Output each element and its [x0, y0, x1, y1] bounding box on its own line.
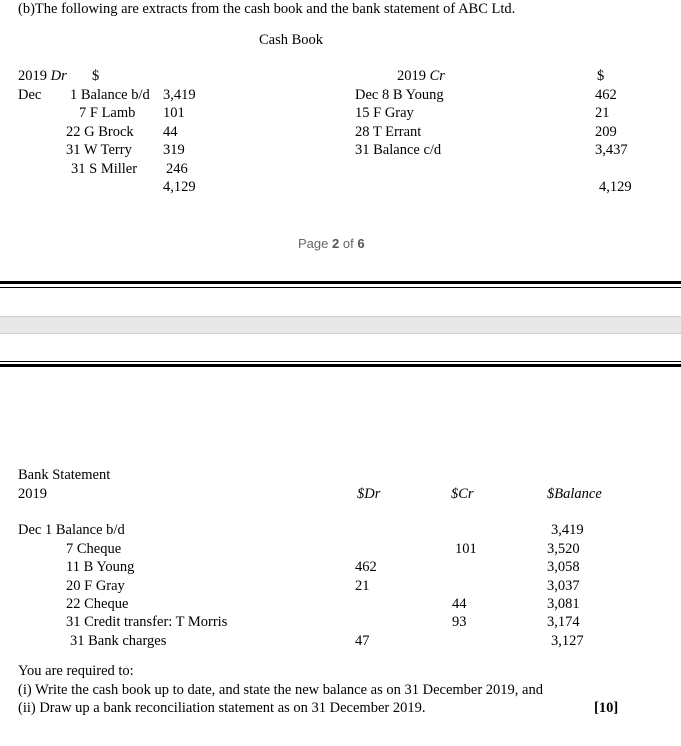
cr-label: Cr	[429, 68, 445, 84]
bank-statement-title: Bank Statement	[18, 467, 111, 483]
cash-book-dr-header	[18, 67, 67, 85]
bank-row-balance: 3,127	[551, 633, 584, 649]
requirement-item: (i) Write the cash book up to date, and state the new balance as on 31 December 2019, and	[18, 682, 543, 698]
bank-row-balance: 3,520	[547, 541, 580, 557]
bank-row-balance: 3,174	[547, 614, 580, 630]
page-sep: of	[342, 236, 354, 251]
cash-book-title: Cash Book	[259, 32, 324, 48]
cr-entry-detail: Dec 8 B Young	[355, 87, 444, 103]
bank-statement-year: 2019	[18, 486, 47, 502]
dr-entry-amount: 319	[163, 142, 185, 158]
bank-row-cr: 93	[452, 614, 467, 630]
requirement-item: (ii) Draw up a bank reconciliation statement as on 31 December 2019.	[18, 700, 426, 716]
bank-row-dr: 47	[355, 633, 370, 649]
page-current: 2	[332, 236, 340, 251]
bank-row-balance: 3,419	[551, 522, 584, 538]
page-total: 6	[357, 236, 365, 251]
col-header-dr: $Dr	[357, 486, 381, 502]
cr-year: 2019	[397, 68, 426, 84]
bank-row-balance: 3,037	[547, 578, 580, 594]
cr-entry-amount: 462	[595, 87, 617, 103]
col-header-cr: $Cr	[451, 486, 474, 502]
dr-entry-amount: 246	[166, 161, 188, 177]
cr-entry-amount: 21	[595, 105, 610, 121]
cr-entry-detail: 15 F Gray	[355, 105, 414, 121]
bank-row-detail: 20 F Gray	[66, 578, 125, 594]
page-indicator	[298, 235, 365, 253]
bank-row-detail: 7 Cheque	[66, 541, 122, 557]
dr-total: 4,129	[163, 179, 196, 195]
bank-row-detail: Dec 1 Balance b/d	[18, 522, 125, 538]
dr-entry-detail: 22 G Brock	[66, 124, 134, 140]
dr-entry-detail: 31 W Terry	[66, 142, 132, 158]
cash-book-cr-header	[397, 67, 445, 85]
dr-entry-detail: 31 S Miller	[71, 161, 138, 177]
bank-row-detail: 31 Credit transfer: T Morris	[66, 614, 228, 630]
marks: [10]	[594, 700, 619, 716]
bank-row-detail: 31 Bank charges	[70, 633, 167, 649]
page-break-rule-top	[0, 281, 681, 284]
dr-month: Dec	[18, 87, 42, 103]
bank-row-dr: 462	[355, 559, 377, 575]
bank-row-balance: 3,081	[547, 596, 580, 612]
col-header-balance: $Balance	[547, 486, 602, 502]
cr-currency: $	[597, 68, 605, 84]
bank-row-cr: 44	[452, 596, 467, 612]
dr-year: 2019	[18, 68, 47, 84]
cr-entry-amount: 3,437	[595, 142, 628, 158]
dr-entry-amount: 44	[163, 124, 178, 140]
requirements-lead: You are required to:	[18, 663, 134, 679]
cr-entry-detail: 31 Balance c/d	[355, 142, 442, 158]
cr-entry-detail: 28 T Errant	[355, 124, 422, 140]
bank-row-dr: 21	[355, 578, 370, 594]
dr-entry-amount: 101	[163, 105, 185, 121]
bank-row-balance: 3,058	[547, 559, 580, 575]
cr-entry-amount: 209	[595, 124, 617, 140]
dr-entry-amount: 3,419	[163, 87, 196, 103]
dr-currency: $	[92, 68, 100, 84]
dr-entry-detail: 1 Balance b/d	[70, 87, 150, 103]
cr-total: 4,129	[599, 179, 632, 195]
page-break-rule-bottom-thin	[0, 361, 681, 362]
bank-row-cr: 101	[455, 541, 477, 557]
dr-label: Dr	[50, 68, 67, 84]
question-intro: (b)The following are extracts from the cash book and the bank statement of ABC Ltd.	[18, 1, 516, 17]
dr-entry-detail: 7 F Lamb	[79, 105, 136, 121]
page-break-rule-bottom	[0, 364, 681, 367]
bank-row-detail: 22 Cheque	[66, 596, 129, 612]
page-gap	[0, 316, 681, 334]
bank-row-detail: 11 B Young	[66, 559, 135, 575]
page-break-rule-top-thin	[0, 287, 681, 288]
page-prefix: Page	[298, 236, 329, 251]
